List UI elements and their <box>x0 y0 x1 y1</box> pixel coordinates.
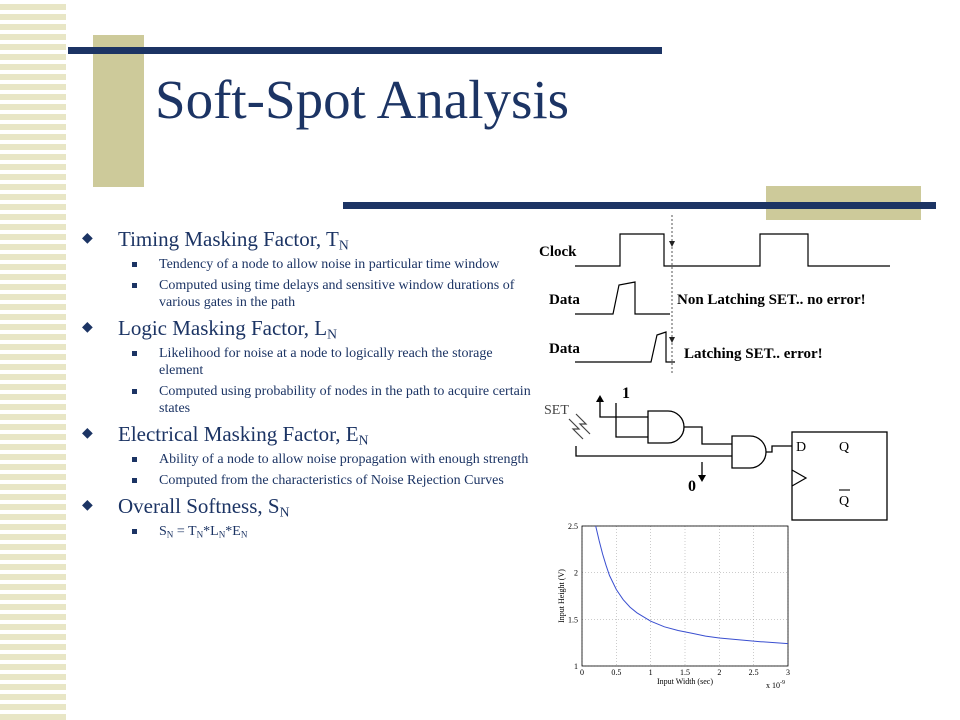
bullet-timing-masking: ◆ Timing Masking Factor, $T_N$ <box>82 227 349 253</box>
slide-title: Soft-Spot Analysis <box>155 69 570 130</box>
clock-label: Clock <box>539 244 577 260</box>
clock-waveform <box>575 234 890 266</box>
wire <box>766 446 792 452</box>
y-axis-label: Input Height (V) <box>557 569 566 623</box>
wire <box>684 427 732 444</box>
square-bullet-icon <box>132 457 137 462</box>
square-bullet-icon <box>132 389 137 394</box>
set-label: SET <box>544 403 569 418</box>
title-rule <box>68 47 662 54</box>
diamond-bullet-icon: ◆ <box>82 426 93 441</box>
and-gate-2 <box>732 436 766 468</box>
logic-zero-label: 0 <box>688 478 696 495</box>
lightning-strike-icon <box>576 414 590 434</box>
title-accent-block <box>93 35 144 187</box>
x-tick-label: 0.5 <box>611 668 622 677</box>
flip-flop-qbar-label: Q <box>839 494 850 509</box>
data-label-1: Data <box>549 292 580 308</box>
bullet-list <box>82 222 532 540</box>
bullet-logic-masking: ◆ Logic Masking Factor, $L_N$ <box>82 316 337 342</box>
logic-one-arrow-icon <box>596 395 604 402</box>
logic-zero-arrow-icon <box>698 475 706 482</box>
x-axis-multiplier: x $10^{-9}$ <box>766 680 785 690</box>
diamond-bullet-icon: ◆ <box>82 498 93 513</box>
data-waveform-latching <box>575 332 675 362</box>
wire <box>616 403 648 437</box>
x-tick-label: 3 <box>786 668 790 677</box>
wire <box>576 446 732 456</box>
sub-bullet: Tendency of a node to allow noise in particular time window <box>82 256 532 273</box>
x-tick-label: 0 <box>580 668 584 677</box>
sub-bullet: Computed using time delays and sensitive window durations of various gates in the path <box>82 277 532 311</box>
logic-one-label: 1 <box>622 385 630 402</box>
softness-formula: $S_N = T_N*L_N*E_N$ <box>82 523 532 540</box>
timing-diagram <box>535 215 897 377</box>
square-bullet-icon <box>132 478 137 483</box>
left-stripe-decoration <box>0 0 66 720</box>
x-tick-label: 1.5 <box>680 668 690 677</box>
sub-bullet: Computed from the characteristics of Noise Rejection Curves <box>82 472 532 489</box>
lightning-strike-icon <box>569 419 583 439</box>
y-tick-label: 1.5 <box>568 615 578 625</box>
wire <box>600 402 648 417</box>
x-axis-label: Input Width (sec) <box>657 677 713 686</box>
and-gate-1 <box>648 411 684 443</box>
x-tick-label: 1 <box>648 668 653 677</box>
sub-bullet: Likelihood for noise at a node to logically reach the storage element <box>82 345 532 379</box>
data-waveform-nonlatching <box>575 282 670 314</box>
flip-flop-d-label: D <box>796 440 807 455</box>
logic-circuit-diagram <box>538 380 890 522</box>
noise-rejection-curve-chart <box>552 518 800 694</box>
y-tick-label: 2 <box>574 568 578 578</box>
y-tick-label: 1 <box>574 662 578 671</box>
diamond-bullet-icon: ◆ <box>82 231 93 246</box>
bullet-overall-softness: ◆ Overall Softness, $S_N$ <box>82 494 290 520</box>
x-tick-label: 2 <box>717 668 722 677</box>
clock-edge-arrow-icon <box>669 241 675 247</box>
noise-rejection-curve <box>596 526 788 644</box>
sub-bullet: Ability of a node to allow noise propagation with enough strength <box>82 451 532 468</box>
nonlatching-set-note: Non Latching SET.. no error! <box>677 292 866 308</box>
x-tick-label: 2.5 <box>748 668 759 677</box>
square-bullet-icon <box>132 262 137 267</box>
diamond-bullet-icon: ◆ <box>82 320 93 335</box>
data-label-2: Data <box>549 341 580 357</box>
flip-flop-q-label: Q <box>839 440 850 455</box>
square-bullet-icon <box>132 529 137 534</box>
y-tick-label: 2.5 <box>568 522 578 531</box>
clock-edge-arrow-icon <box>669 337 675 343</box>
latching-set-note: Latching SET.. error! <box>684 346 823 362</box>
sub-bullet: Computed using probability of nodes in the path to acquire certain states <box>82 383 532 417</box>
bullet-electrical-masking: ◆ Electrical Masking Factor, $E_N$ <box>82 422 369 448</box>
square-bullet-icon <box>132 351 137 356</box>
square-bullet-icon <box>132 283 137 288</box>
content-rule <box>343 202 936 209</box>
